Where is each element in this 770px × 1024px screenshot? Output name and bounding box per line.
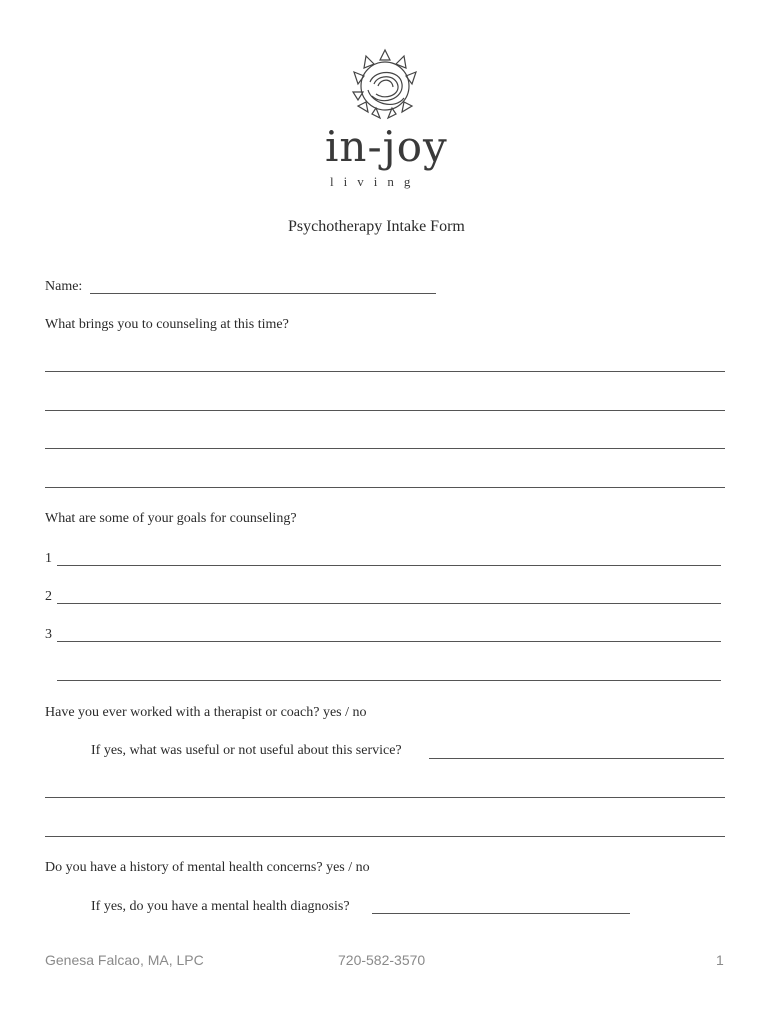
answer-line[interactable] [45,448,725,449]
goal-number: 3 [45,627,52,642]
logo-wordmark: in-joy [325,122,448,171]
answer-line[interactable] [45,371,725,372]
question-goals: What are some of your goals for counseling? [45,511,297,526]
goal-number: 1 [45,551,52,566]
goal-line[interactable] [57,603,721,604]
question-diagnosis-followup: If yes, do you have a mental health diagnosis? [91,899,350,914]
question-prior-therapy-followup: If yes, what was useful or not useful about this service? [91,743,402,758]
question-mental-health-history: Do you have a history of mental health concerns? yes / no [45,860,370,875]
answer-line[interactable] [45,797,725,798]
page-number: 1 [716,952,724,968]
sun-logo-icon [320,44,450,194]
goal-number: 2 [45,589,52,604]
answer-line[interactable] [45,487,725,488]
page-title: Psychotherapy Intake Form [288,218,465,235]
goal-line[interactable] [57,680,721,681]
answer-line[interactable] [372,913,630,914]
answer-line[interactable] [429,758,724,759]
name-field[interactable] [90,293,436,294]
footer-phone: 720-582-3570 [338,952,426,968]
logo-subtitle: living [330,174,421,189]
answer-line[interactable] [45,836,725,837]
question-prior-therapy: Have you ever worked with a therapist or coach? yes / no [45,705,367,720]
answer-line[interactable] [45,410,725,411]
question-counseling-reason: What brings you to counseling at this time? [45,317,289,332]
goal-line[interactable] [57,565,721,566]
goal-line[interactable] [57,641,721,642]
footer-provider-name: Genesa Falcao, MA, LPC [45,952,204,968]
name-label: Name: [45,279,83,294]
